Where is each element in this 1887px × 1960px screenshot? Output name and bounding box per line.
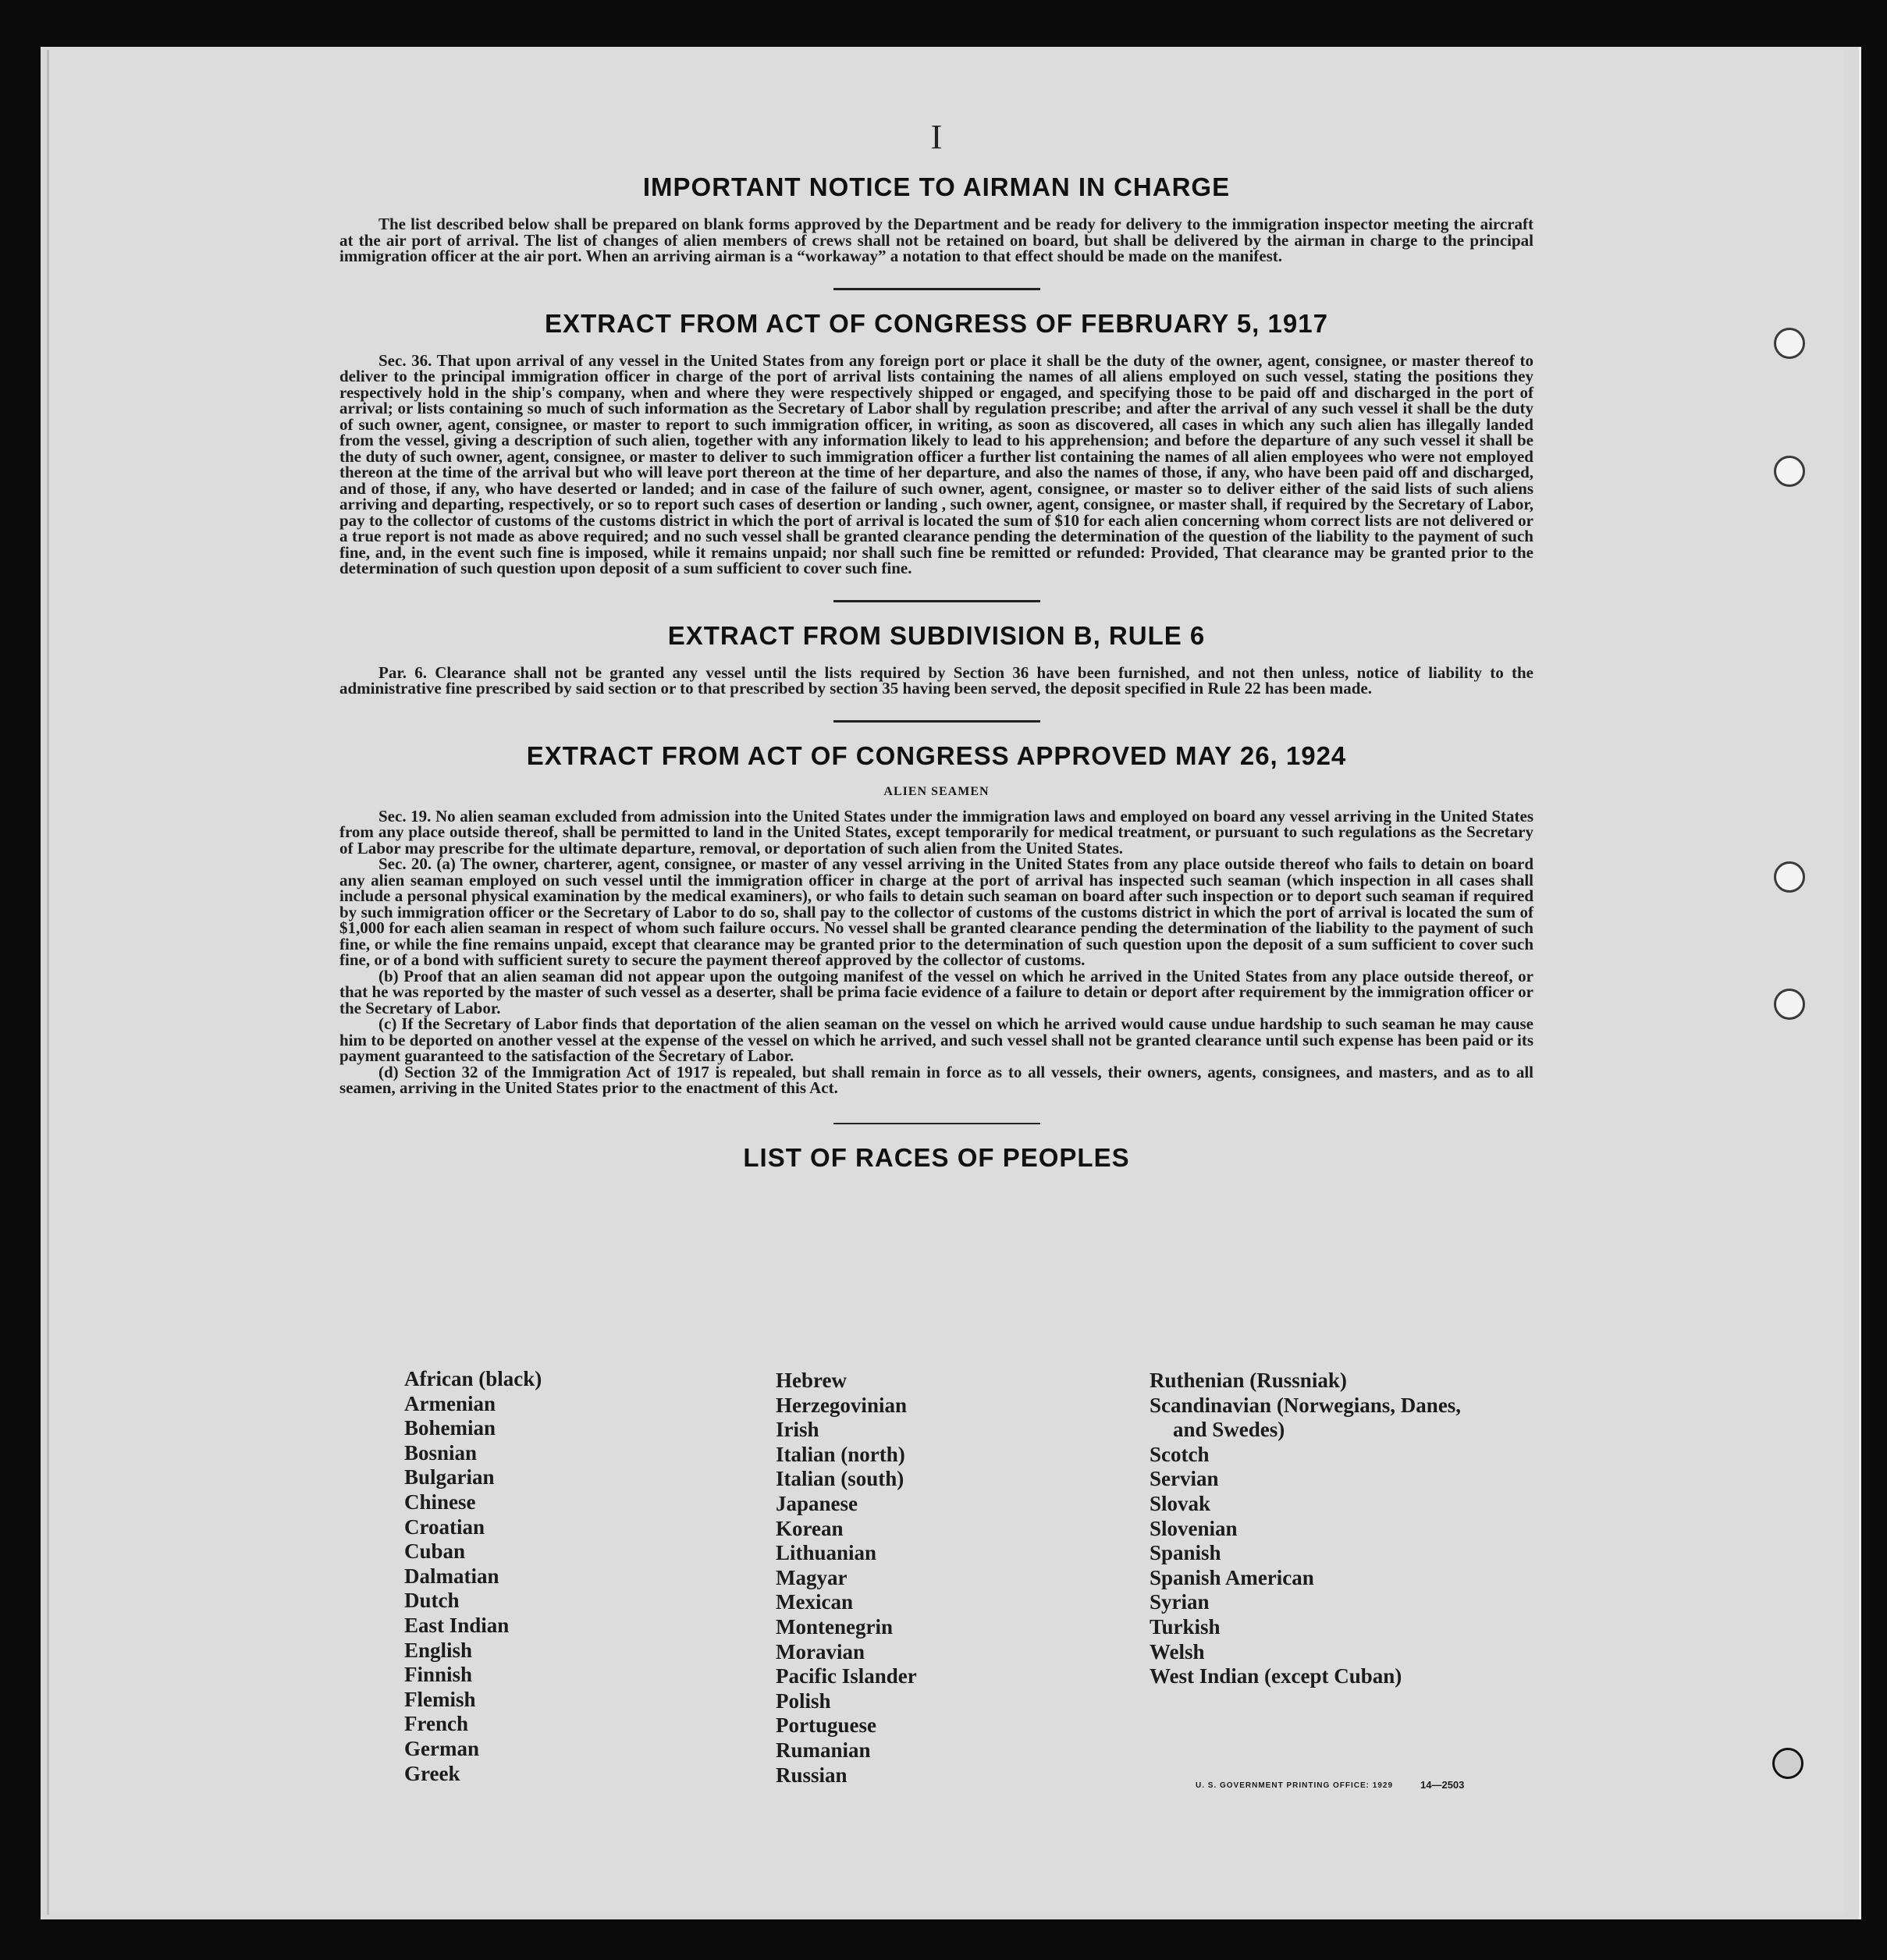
race-item: Spanish — [1150, 1541, 1221, 1565]
race-item: Rumanian — [776, 1738, 871, 1762]
race-item: Japanese — [776, 1491, 858, 1515]
race-item: English — [404, 1638, 473, 1662]
race-item: Servian — [1150, 1467, 1219, 1491]
extract-1917 — [339, 309, 1533, 577]
race-item: Russian — [776, 1763, 848, 1787]
form-number: 14—2503 — [1420, 1779, 1465, 1791]
punch-hole-5 — [1772, 1748, 1803, 1779]
extract-1924-paragraph: Sec. 19. No alien seaman excluded from admission into the United States under the immigration laws and employed on board any vessel arriving in the United States from any place outside thereof, shall be permitted to land in the United States, except temporarily for medical treatment, or pursuant to such regulations as the Secretary of Labor may prescribe for the ultimate departure, removal, or deportation of such alien from the United States. — [339, 806, 1533, 858]
extract-1924-paragraph: (d) Section 32 of the Immigration Act of 1917 is repealed, but shall remain in force as to all vessels, their owners, agents, consignees, and masters, and as to all seamen, arriving in the United States prior to the enactment of this Act. — [339, 1062, 1533, 1097]
punch-hole-1 — [1774, 328, 1805, 359]
race-item: West Indian (except Cuban) — [1150, 1664, 1402, 1688]
airman-notice-title: IMPORTANT NOTICE TO AIRMAN IN CHARGE — [642, 172, 1231, 201]
race-item: Spanish American — [1150, 1565, 1314, 1589]
extract-1924-paragraph: (c) If the Secretary of Labor finds that deportation of the alien seaman on the vessel on which he arrived would cause undue hardship to such seaman he may cause him to be deported on another vessel at the expense of the vessel on which he arrived, and such vessel shall not be granted clearance until such expense has been paid or its payment guaranteed to the satisfaction of the Secretary of Labor. — [339, 1014, 1533, 1065]
race-item: Lithuanian — [776, 1541, 877, 1565]
race-item: Scandinavian (Norwegians, Danes, — [1150, 1393, 1462, 1417]
race-item: Hebrew — [776, 1369, 847, 1392]
race-item: Mexican — [776, 1590, 853, 1614]
race-item: Armenian — [404, 1391, 496, 1415]
extract-1917-text: Sec. 36. That upon arrival of any vessel in the United States from any foreign port or place it shall be the duty of the owner, agent, consignee, or master thereof to deliver to the principal immigration officer in charge of the port of arrival lists containing the names of all aliens employed on such vessel, stating the positions they respectively hold in the ship's company, when and where they were respectively shipped or engaged, and specifying those to be paid off and discharged in the port of arrival; or lists containing so much of such information as the Secretary of Labor shall by regulation prescribe; and after the arrival of any such vessel it shall be the duty of such owner, agent, consignee, or master to report to such immigration officer, in writing, as soon as discovered, all cases in which any such alien has illegally landed from the vessel, giving a description of such alien, together with any information likely to lead to his apprehension; and before the departure of any such vessel it shall be the duty of such owner, agent, consignee, or master to deliver to such immigration officer a further list containing the names of all alien employees who were not employed thereon at the time of the arrival but who will leave port thereon at the time of her departure, and also the names of those, if any, who have been paid off and discharged, and of those, if any, who have deserted or landed; and in case of the failure of such owner, agent, consignee, or master so to deliver either of the said lists of such aliens arriving and departing, respectively, or so to report such cases of desertion or landing , such owner, agent, consignee, or master shall, if required by the Secretary of Labor, pay to the collector of customs of the customs district in which the port of arrival is located the sum of $10 for each alien concerning whom correct lists are not delivered or a true report is not made as above required; and no such vessel shall be granted clearance pending the determination of the question of the liability to the payment of such fine, and, in the event such fine is imposed, while it remains unpaid; nor shall such fine be remitted or refunded: Provided, That clearance may be granted prior to the determination of such question upon deposit of a sum sufficient to cover such fine. — [339, 350, 1533, 577]
race-item: Finnish — [404, 1663, 473, 1687]
punch-hole-3 — [1774, 861, 1805, 893]
race-item: Welsh — [1150, 1639, 1205, 1664]
race-item: Polish — [776, 1688, 831, 1713]
divider — [833, 720, 1040, 723]
race-item: Scotch — [1150, 1442, 1210, 1466]
divider — [833, 600, 1040, 602]
race-item: Irish — [776, 1418, 819, 1442]
race-item: Cuban — [404, 1539, 466, 1564]
airman-notice-text: The list described below shall be prepared on blank forms approved by the Department and be ready for delivery to the immigration inspector meeting the aircraft at the air port of arrival. The list of changes of alien members of crews shall not be retained on board, but shall be delivered by the airman in charge to the principal immigration officer at the air port. When an arriving airman is a “workaway” a notation to that effect should be made on the manifest. — [339, 215, 1533, 265]
printer-line: U. S. GOVERNMENT PRINTING OFFICE: 1929 — [1196, 1781, 1394, 1790]
top-mark: I — [930, 118, 943, 156]
race-item: French — [404, 1712, 468, 1736]
race-item: Moravian — [776, 1639, 865, 1664]
race-item: Flemish — [404, 1687, 476, 1711]
extract-1924 — [339, 741, 1533, 1096]
divider — [833, 1123, 1040, 1124]
race-item: Portuguese — [776, 1713, 876, 1738]
race-item: African (black) — [404, 1367, 542, 1390]
divider — [833, 288, 1040, 290]
race-item: Syrian — [1150, 1590, 1210, 1614]
race-item: Croatian — [404, 1514, 485, 1539]
race-item: Bulgarian — [404, 1465, 495, 1490]
airman-notice — [339, 172, 1533, 265]
extract-rule6-text: Par. 6. Clearance shall not be granted any vessel until the lists required by Section 36 have been furnished, and not then unless, notice of liability to the administrative fine prescribed by said section or to that prescribed by section 35 having been served, the deposit specified in Rule 22 has been made. — [339, 662, 1533, 698]
race-item: Bosnian — [404, 1440, 478, 1465]
race-item: and Swedes) — [1173, 1418, 1285, 1442]
race-item: Slovenian — [1150, 1516, 1238, 1540]
punch-hole-4 — [1774, 989, 1805, 1020]
notices — [339, 117, 1533, 1187]
race-item: Chinese — [404, 1490, 476, 1514]
race-item: Slovak — [1150, 1491, 1211, 1515]
race-item: Herzegovinian — [776, 1393, 907, 1417]
races-list — [404, 1367, 1575, 1804]
races-column-3 — [1150, 1369, 1461, 1689]
race-item: Korean — [776, 1516, 844, 1540]
race-item: Italian (north) — [776, 1442, 905, 1466]
race-item: Montenegrin — [776, 1614, 893, 1639]
extract-rule6 — [339, 621, 1533, 697]
race-item: Italian (south) — [776, 1467, 904, 1491]
race-item: Ruthenian (Russniak) — [1150, 1369, 1347, 1392]
race-item: Magyar — [776, 1565, 848, 1589]
race-item: Dalmatian — [404, 1564, 499, 1588]
punch-hole-2 — [1774, 456, 1805, 487]
race-item: Turkish — [1150, 1614, 1221, 1639]
race-item: Pacific Islander — [776, 1664, 917, 1688]
race-item: German — [404, 1736, 479, 1760]
race-item: Greek — [404, 1761, 460, 1785]
races-column-1 — [404, 1367, 542, 1786]
race-item: Bohemian — [404, 1416, 496, 1440]
extract-1924-title: EXTRACT FROM ACT OF CONGRESS APPROVED MAY 26, 1924 — [526, 740, 1347, 770]
extract-1924-subtitle: ALIEN SEAMEN — [883, 784, 990, 798]
race-item: East Indian — [404, 1613, 510, 1637]
races-column-2 — [776, 1369, 917, 1788]
extract-1917-title: EXTRACT FROM ACT OF CONGRESS OF FEBRUARY 5, 1917 — [545, 308, 1328, 338]
extract-1924-paragraph: Sec. 20. (a) The owner, charterer, agent, consignee, or master of any vessel arriving in the United States from any place outside thereof who fails to detain on board any alien seaman employed on such vessel until the immigration officer in charge at the port of arrival has inspected such seaman (which inspection in all cases shall include a personal physical examination by the medical examiners), or who fails to detain such seaman on board after such inspection or to deport such seaman if required by such immigration officer or the Secretary of Labor to do so, shall pay to the collector of customs of the customs district in which the port of arrival is located the sum of $1,000 for each alien seaman in respect of whom such failure occurs. No vessel shall be granted clearance pending the determination of the liability to the payment of such fine, or while the fine remains unpaid, except that clearance may be granted prior to the determination of such question upon the deposit of a sum sufficient to cover such fine, or of a bond with sufficient surety to secure the payment thereof approved by the collector of customs. — [339, 854, 1533, 969]
race-item: Dutch — [404, 1589, 460, 1613]
extract-1924-paragraph: (b) Proof that an alien seaman did not appear upon the outgoing manifest of the vessel on which he arrived in the United States from any place outside thereof, or that he was reported by the master of such vessel as a deserter, shall be prima facie evidence of a failure to detain or deport after requirement by the immigration officer or the Secretary of Labor. — [339, 966, 1533, 1017]
races-title: LIST OF RACES OF PEOPLES — [743, 1142, 1130, 1172]
extract-rule6-title: EXTRACT FROM SUBDIVISION B, RULE 6 — [667, 620, 1206, 650]
